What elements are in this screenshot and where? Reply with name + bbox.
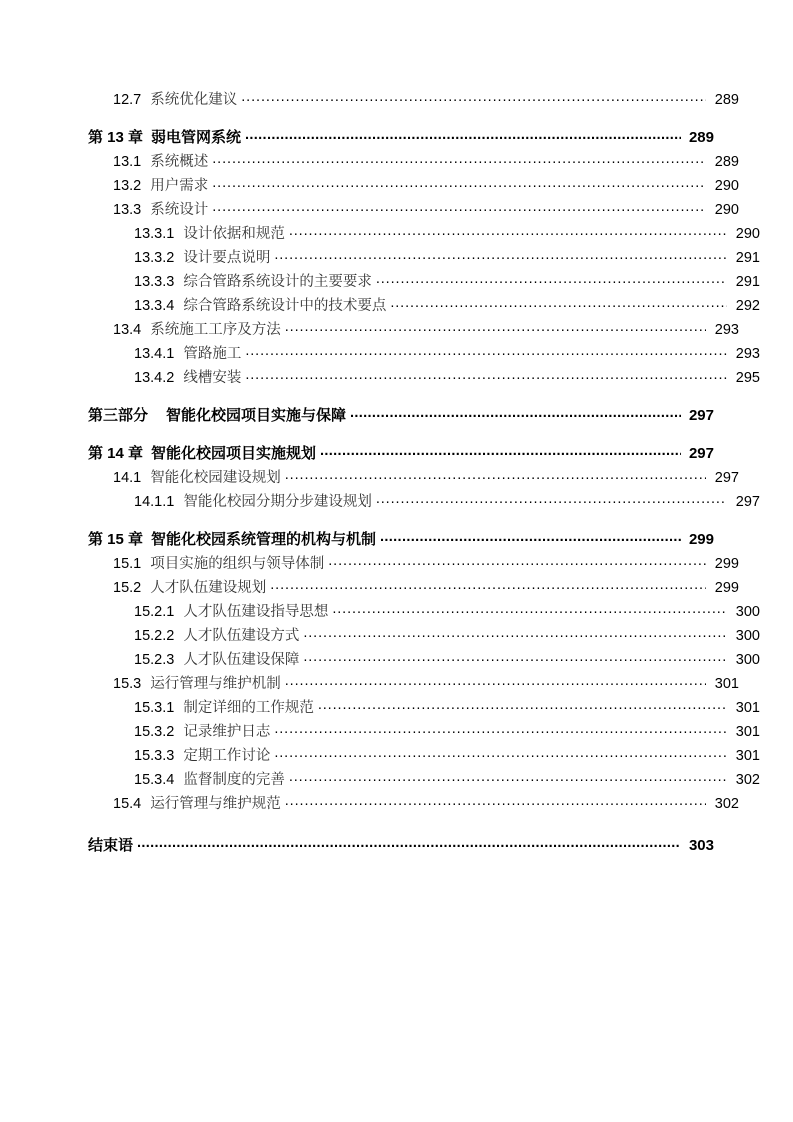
toc-entry-number: 15.3 [113, 676, 142, 692]
toc-entry[interactable] [88, 696, 760, 720]
toc-entry-title: 弱电管网系统 [151, 129, 242, 146]
toc-entry-title: 人才队伍建设指导思想 [183, 604, 329, 620]
toc-entry-number: 13.3 [113, 202, 142, 218]
toc-entry-number: 13.4.1 [134, 346, 175, 362]
toc-leader-dots [270, 576, 706, 592]
toc-leader-dots [376, 270, 727, 286]
toc-leader-dots [245, 342, 727, 358]
toc-entry-page-number: 301 [735, 724, 760, 740]
toc-entry-page-number: 303 [688, 837, 714, 854]
toc-entry[interactable] [88, 490, 760, 514]
toc-leader-dots [245, 126, 681, 142]
toc-entry-number: 13.4 [113, 322, 142, 338]
toc-entry-page-number: 302 [735, 772, 760, 788]
toc-entry-title: 运行管理与维护机制 [150, 676, 281, 692]
toc-entry[interactable] [88, 624, 760, 648]
toc-entry-number: 12.7 [113, 92, 142, 108]
toc-entry-title: 设计依据和规范 [183, 226, 285, 242]
toc-leader-dots [289, 222, 727, 238]
toc-entry-page-number: 301 [735, 700, 760, 716]
toc-entry-page-number: 299 [714, 556, 739, 572]
toc-leader-dots [376, 490, 727, 506]
toc-leader-dots [303, 624, 727, 640]
toc-entry[interactable] [88, 528, 714, 552]
toc-entry-page-number: 289 [714, 154, 739, 170]
toc-entry-number: 13.3.1 [134, 226, 175, 242]
toc-entry[interactable] [88, 222, 760, 246]
toc-entry-page-number: 293 [714, 322, 739, 338]
toc-entry-page-number: 297 [688, 445, 714, 462]
toc-entry-number: 第 15 章 [88, 531, 144, 548]
table-of-contents [88, 88, 760, 858]
toc-entry[interactable] [88, 576, 739, 600]
toc-leader-dots [285, 672, 706, 688]
toc-entry-title: 设计要点说明 [183, 250, 271, 266]
toc-leader-dots [212, 150, 706, 166]
toc-entry-page-number: 290 [714, 202, 739, 218]
toc-leader-dots [212, 198, 706, 214]
toc-entry-number: 13.3.2 [134, 250, 175, 266]
toc-entry-page-number: 289 [688, 129, 714, 146]
toc-entry-page-number: 289 [714, 92, 739, 108]
toc-leader-dots [241, 88, 706, 104]
toc-entry-page-number: 300 [735, 652, 760, 668]
toc-entry-number: 15.2.2 [134, 628, 175, 644]
toc-entry[interactable] [88, 246, 760, 270]
toc-entry[interactable] [88, 672, 739, 696]
toc-entry-number: 15.3.3 [134, 748, 175, 764]
toc-entry-title: 系统概述 [150, 154, 209, 170]
toc-leader-dots [212, 174, 706, 190]
toc-leader-dots [350, 404, 681, 420]
toc-entry-page-number: 295 [735, 370, 760, 386]
toc-entry-number: 15.4 [113, 796, 142, 812]
toc-entry-number: 13.2 [113, 178, 142, 194]
toc-entry[interactable] [88, 88, 739, 112]
toc-leader-dots [285, 792, 706, 808]
toc-entry-title: 智能化校园系统管理的机构与机制 [151, 531, 377, 548]
toc-entry-title: 智能化校园分期分步建设规划 [183, 494, 372, 510]
toc-leader-dots [320, 442, 681, 458]
toc-entry-number: 13.4.2 [134, 370, 175, 386]
toc-entry-title: 管路施工 [183, 346, 242, 362]
toc-entry-title: 综合管路系统设计中的技术要点 [183, 298, 387, 314]
toc-leader-dots [390, 294, 727, 310]
toc-entry-page-number: 299 [688, 531, 714, 548]
toc-entry-title: 用户需求 [150, 178, 209, 194]
toc-leader-dots [137, 834, 681, 850]
toc-entry-title: 智能化校园项目实施与保障 [166, 407, 347, 424]
toc-entry-number: 14.1.1 [134, 494, 175, 510]
toc-entry-number: 13.1 [113, 154, 142, 170]
toc-leader-dots [285, 466, 706, 482]
toc-entry[interactable] [88, 744, 760, 768]
toc-leader-dots [289, 768, 727, 784]
toc-entry-title: 项目实施的组织与领导体制 [150, 556, 325, 572]
toc-entry-title: 智能化校园项目实施规划 [151, 445, 317, 462]
toc-leader-dots [380, 528, 681, 544]
toc-entry[interactable] [88, 466, 739, 490]
toc-entry-page-number: 297 [714, 470, 739, 486]
toc-entry[interactable] [88, 150, 739, 174]
toc-entry-number: 结束语 [88, 837, 134, 854]
toc-entry[interactable] [88, 294, 760, 318]
toc-leader-dots [274, 744, 727, 760]
toc-entry[interactable] [88, 552, 739, 576]
toc-entry-page-number: 297 [688, 407, 714, 424]
toc-entry-number: 第三部分 [88, 407, 149, 424]
toc-entry-page-number: 290 [735, 226, 760, 242]
toc-entry-title: 系统优化建议 [150, 92, 238, 108]
toc-entry[interactable] [88, 600, 760, 624]
toc-entry-number: 15.2.1 [134, 604, 175, 620]
toc-entry[interactable] [88, 270, 760, 294]
toc-leader-dots [285, 318, 706, 334]
toc-entry-title: 定期工作讨论 [183, 748, 271, 764]
toc-entry[interactable] [88, 720, 760, 744]
toc-entry-page-number: 291 [735, 250, 760, 266]
toc-entry-page-number: 292 [735, 298, 760, 314]
toc-entry-title: 监督制度的完善 [183, 772, 285, 788]
toc-entry[interactable] [88, 126, 714, 150]
toc-entry-title: 人才队伍建设保障 [183, 652, 300, 668]
toc-leader-dots [274, 720, 727, 736]
toc-entry-title: 线槽安装 [183, 370, 242, 386]
toc-entry-number: 15.1 [113, 556, 142, 572]
toc-entry[interactable] [88, 318, 739, 342]
toc-entry-number: 第 14 章 [88, 445, 144, 462]
toc-leader-dots [328, 552, 706, 568]
toc-leader-dots [318, 696, 727, 712]
toc-entry-number: 15.3.4 [134, 772, 175, 788]
toc-leader-dots [245, 366, 727, 382]
toc-entry-number: 14.1 [113, 470, 142, 486]
toc-entry-title: 智能化校园建设规划 [150, 470, 281, 486]
toc-entry-number: 15.3.2 [134, 724, 175, 740]
toc-entry-page-number: 300 [735, 628, 760, 644]
toc-entry-title: 系统施工工序及方法 [150, 322, 281, 338]
toc-entry-title: 人才队伍建设方式 [183, 628, 300, 644]
toc-entry-page-number: 302 [714, 796, 739, 812]
toc-leader-dots [303, 648, 727, 664]
toc-entry-number: 15.2 [113, 580, 142, 596]
toc-entry[interactable] [88, 366, 760, 390]
toc-entry[interactable] [88, 648, 760, 672]
toc-entry[interactable] [88, 342, 760, 366]
toc-entry-number: 15.3.1 [134, 700, 175, 716]
toc-entry[interactable] [88, 768, 760, 792]
toc-entry[interactable] [88, 792, 739, 816]
toc-entry[interactable] [88, 404, 714, 428]
toc-entry-page-number: 293 [735, 346, 760, 362]
toc-entry-title: 综合管路系统设计的主要要求 [183, 274, 372, 290]
toc-entry-title: 记录维护日志 [183, 724, 271, 740]
toc-leader-dots [332, 600, 727, 616]
toc-entry-title: 人才队伍建设规划 [150, 580, 267, 596]
toc-entry-page-number: 299 [714, 580, 739, 596]
toc-entry[interactable] [88, 834, 714, 858]
toc-entry-page-number: 301 [714, 676, 739, 692]
toc-entry-title: 系统设计 [150, 202, 209, 218]
toc-entry-title: 制定详细的工作规范 [183, 700, 314, 716]
toc-entry-page-number: 290 [714, 178, 739, 194]
toc-entry-page-number: 297 [735, 494, 760, 510]
toc-entry[interactable] [88, 198, 739, 222]
toc-leader-dots [274, 246, 727, 262]
toc-entry-title: 运行管理与维护规范 [150, 796, 281, 812]
toc-entry[interactable] [88, 442, 714, 466]
toc-entry-page-number: 301 [735, 748, 760, 764]
toc-entry-number: 15.2.3 [134, 652, 175, 668]
toc-entry-page-number: 300 [735, 604, 760, 620]
toc-entry-number: 13.3.3 [134, 274, 175, 290]
toc-entry-number: 第 13 章 [88, 129, 144, 146]
toc-entry[interactable] [88, 174, 739, 198]
toc-entry-page-number: 291 [735, 274, 760, 290]
toc-entry-number: 13.3.4 [134, 298, 175, 314]
